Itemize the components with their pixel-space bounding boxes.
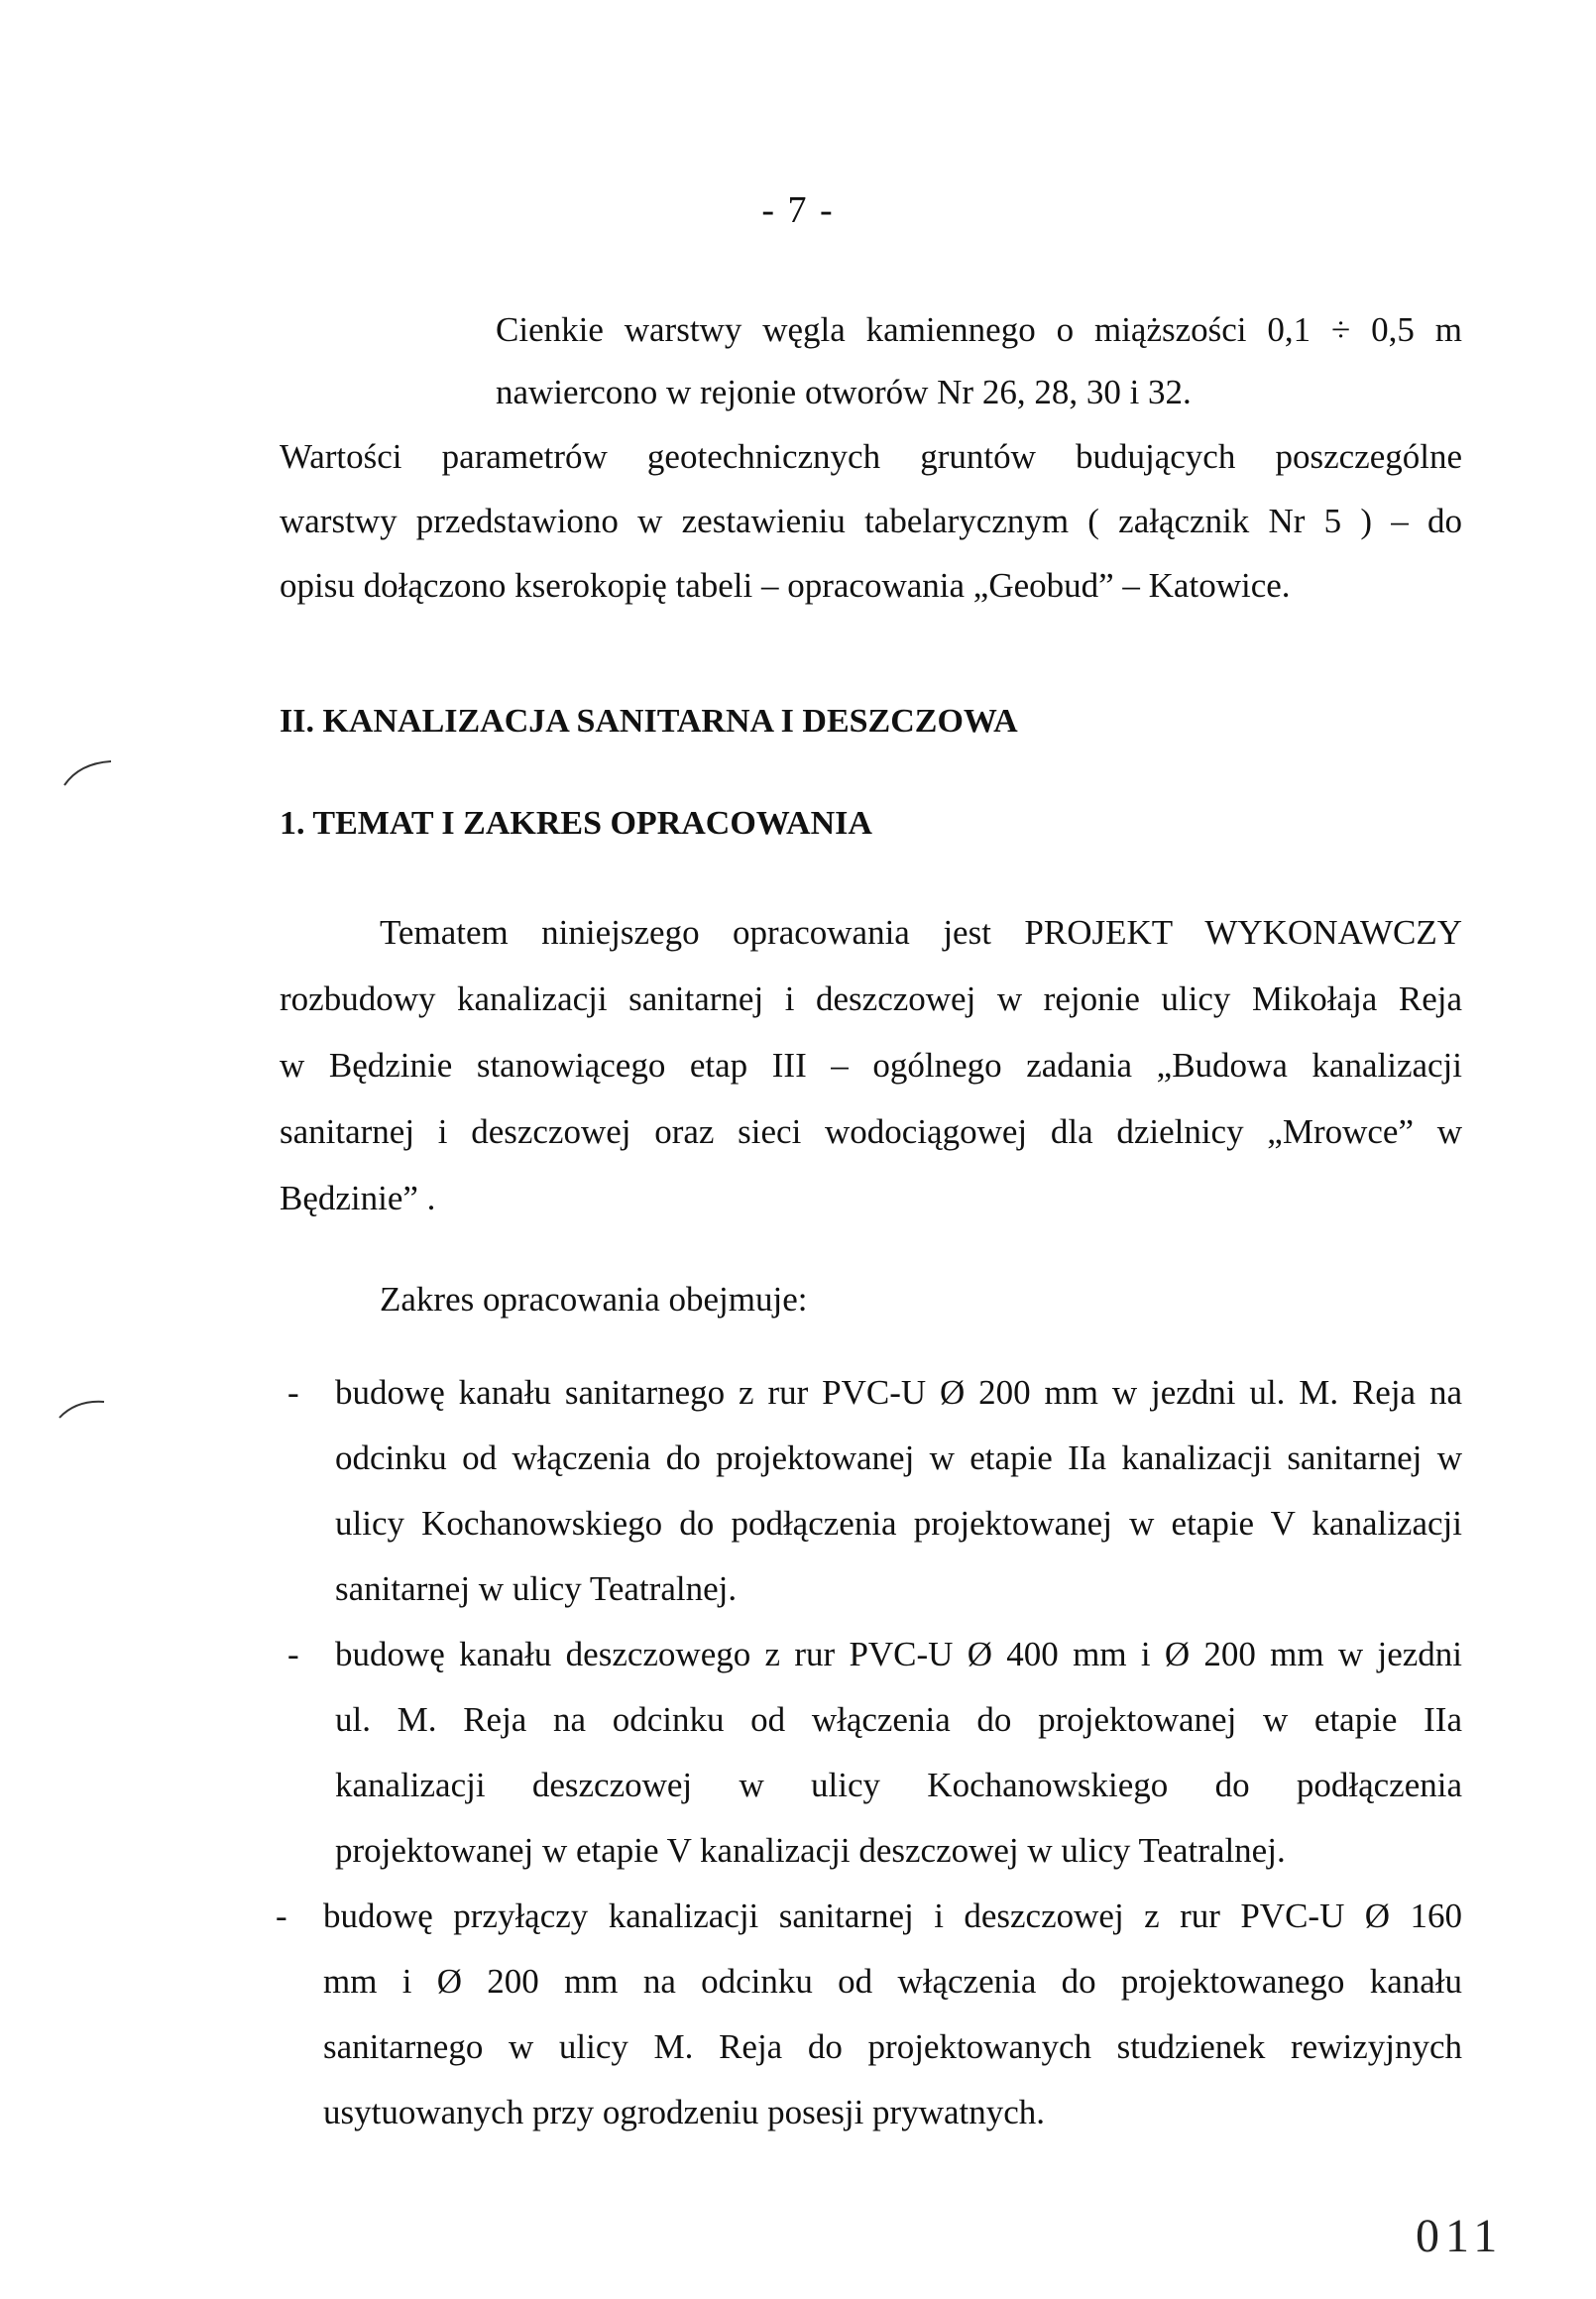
scope-item-1-line-4: sanitarnej w ulicy Teatralnej.	[335, 1569, 738, 1608]
scope-item-2-line-1: budowę kanału deszczowego z rur PVC-U Ø 400 mm i Ø 200 mm w jezdni	[335, 1635, 1462, 1673]
scope-item-1-line-3: ulicy Kochanowskiego do podłączenia projektowanej w etapie V kanalizacji	[335, 1504, 1462, 1543]
scope-item-3-line-1: budowę przyłączy kanalizacji sanitarnej i deszczowej z rur PVC-U Ø 160	[323, 1897, 1462, 1935]
topic-line-2: rozbudowy kanalizacji sanitarnej i deszczowej w rejonie ulicy Mikołaja Reja	[280, 979, 1462, 1018]
topic-line-1: Tematem niniejszego opracowania jest PROJEKT WYKONAWCZY	[380, 913, 1462, 952]
scope-item-3-line-3: sanitarnego w ulicy M. Reja do projektowanych studzienek rewizyjnych	[323, 2027, 1462, 2066]
margin-pencil-mark	[55, 1388, 114, 1428]
section-heading: II. KANALIZACJA SANITARNA I DESZCZOWA	[280, 703, 1018, 740]
subsection-heading: 1. TEMAT I ZAKRES OPRACOWANIA	[280, 805, 872, 842]
scope-item-3-line-4: usytuowanych przy ogrodzeniu posesji prywatnych.	[323, 2093, 1046, 2131]
topic-line-5: Będzinie” .	[280, 1179, 436, 1217]
scope-item-1-dash: -	[287, 1373, 299, 1412]
intro-line-1: Cienkie warstwy węgla kamiennego o miąższości 0,1 ÷ 0,5 m	[496, 310, 1462, 349]
scope-item-1-line-2: odcinku od włączenia do projektowanej w etapie IIa kanalizacji sanitarnej w	[335, 1438, 1462, 1477]
parameters-line-1: Wartości parametrów geotechnicznych gruntów budujących poszczególne	[280, 437, 1462, 476]
scope-item-1-line-1: budowę kanału sanitarnego z rur PVC-U Ø 200 mm w jezdni ul. M. Reja na	[335, 1373, 1462, 1412]
page-number: - 7 -	[761, 189, 835, 231]
scope-item-3-line-2: mm i Ø 200 mm na odcinku od włączenia do projektowanego kanału	[323, 1962, 1462, 2001]
scope-item-2-line-2: ul. M. Reja na odcinku od włączenia do projektowanej w etapie IIa	[335, 1700, 1462, 1739]
scope-item-2-line-4: projektowanej w etapie V kanalizacji deszczowej w ulicy Teatralnej.	[335, 1831, 1286, 1870]
scope-intro: Zakres opracowania obejmuje:	[380, 1280, 808, 1319]
scope-item-2-line-3: kanalizacji deszczowej w ulicy Kochanowskiego do podłączenia	[335, 1766, 1462, 1804]
topic-line-3: w Będzinie stanowiącego etap III – ogólnego zadania „Budowa kanalizacji	[280, 1046, 1462, 1085]
page-stamp-number: 011	[1416, 2210, 1504, 2262]
topic-line-4: sanitarnej i deszczowej oraz sieci wodociągowej dla dzielnicy „Mrowce” w	[280, 1112, 1462, 1151]
parameters-line-2: warstwy przedstawiono w zestawieniu tabelarycznym ( załącznik Nr 5 ) – do	[280, 502, 1462, 540]
scope-item-2-dash: -	[287, 1635, 299, 1673]
intro-line-2: nawiercono w rejonie otworów Nr 26, 28, 30 i 32.	[496, 373, 1192, 411]
margin-pencil-mark	[59, 753, 119, 793]
scope-item-3-dash: -	[276, 1897, 287, 1935]
parameters-line-3: opisu dołączono kserokopię tabeli – opracowania „Geobud” – Katowice.	[280, 566, 1291, 605]
